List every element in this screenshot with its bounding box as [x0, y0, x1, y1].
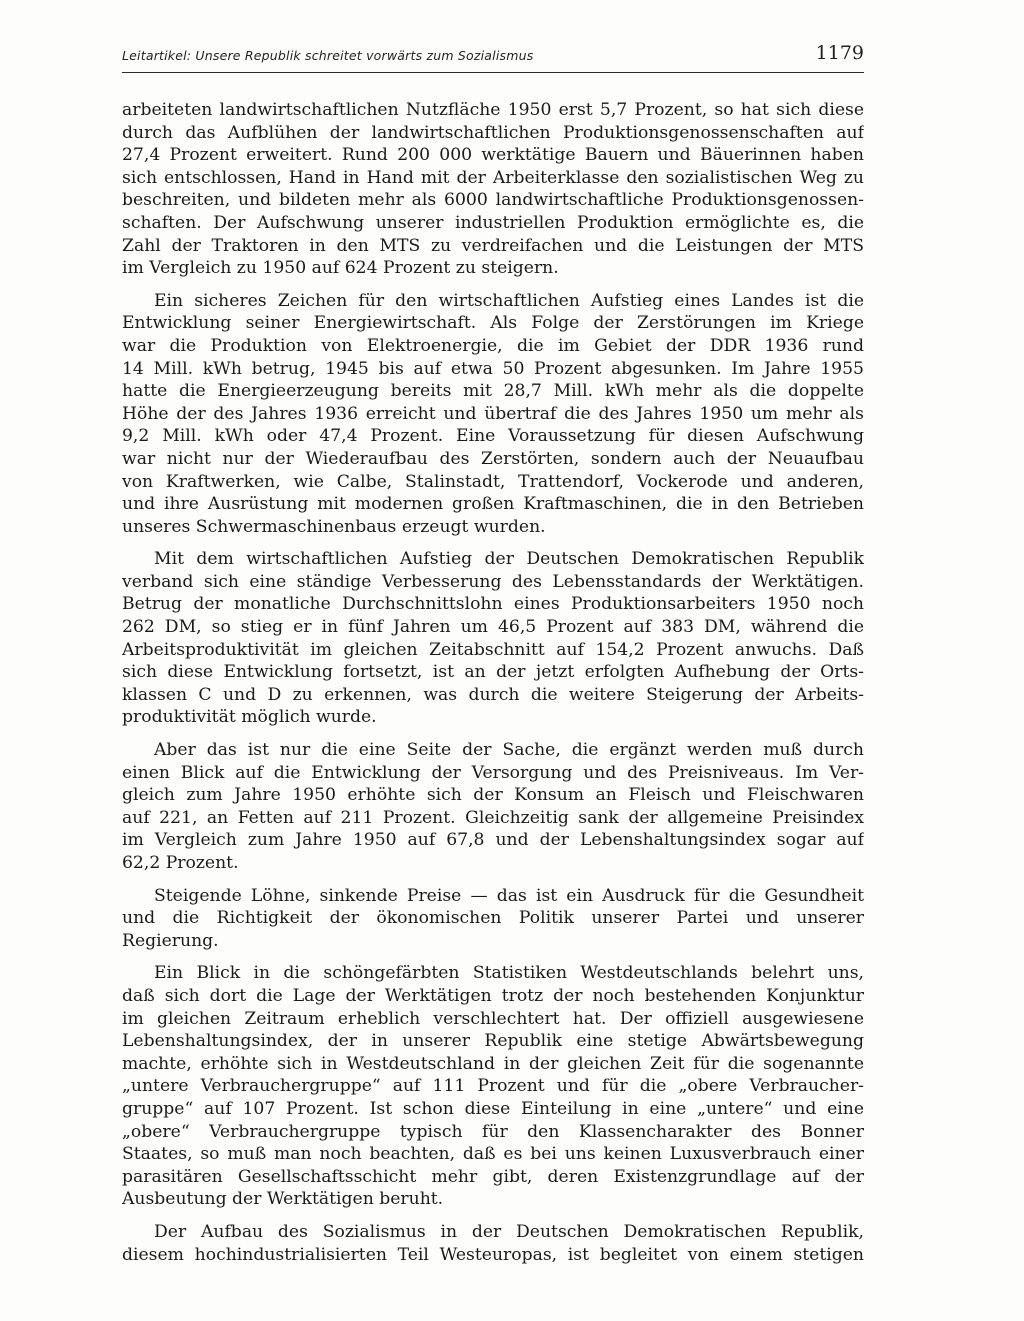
text-line: war nicht nur der Wiederaufbau des Zerstörten, sondern auch der Neuaufbau [122, 448, 864, 469]
text-line: 14 Mill. kWh betrug, 1945 bis auf etwa 50 Prozent abgesunken. Im Jahre 1955 [122, 358, 864, 379]
text-line: 9,2 Mill. kWh oder 47,4 Prozent. Eine Voraussetzung für diesen Aufschwung [122, 426, 864, 447]
text-line: Regierung. [122, 930, 219, 951]
text-line: beschreiten, und bildeten mehr als 6000 landwirtschaftliche Produktionsgenossen- [122, 190, 864, 211]
text-line: „obere“ Verbrauchergruppe typisch für den Klassencharakter des Bonner [122, 1121, 864, 1142]
text-line: von Kraftwerken, wie Calbe, Stalinstadt, Trattendorf, Vockerode und anderen, [122, 471, 864, 492]
paragraph [122, 885, 864, 953]
text-line: unseres Schwermaschinenbaus erzeugt wurden. [122, 516, 546, 537]
text-line: im Vergleich zu 1950 auf 624 Prozent zu steigern. [122, 258, 559, 279]
running-title: Leitartikel: Unsere Republik schreitet vorwärts zum Sozialismus [122, 48, 534, 63]
page-number: 1179 [815, 42, 864, 64]
text-line: arbeiteten landwirtschaftlichen Nutzfläche 1950 erst 5,7 Prozent, so hat sich diese [122, 100, 864, 120]
paragraph [122, 290, 864, 539]
text-line: im Vergleich zum Jahre 1950 auf 67,8 und der Lebenshaltungsindex sogar auf [122, 830, 864, 851]
text-line: Ein sicheres Zeichen für den wirtschaftlichen Aufstieg eines Landes ist die [154, 290, 864, 311]
text-line: 27,4 Prozent erweitert. Rund 200 000 werktätige Bauern und Bäuerinnen haben [122, 145, 864, 166]
text-line: durch das Aufblühen der landwirtschaftlichen Produktionsgenossenschaften auf [122, 122, 864, 143]
header-rule [122, 72, 864, 73]
paragraph [122, 548, 864, 729]
text-line: Betrug der monatliche Durchschnittslohn eines Produktionsarbeiters 1950 noch [122, 594, 864, 615]
text-line: Ausbeutung der Werktätigen beruht. [122, 1189, 444, 1210]
text-line: sich diese Entwicklung fortsetzt, ist an der jetzt erfolgten Aufhebung der Orts- [122, 662, 864, 683]
text-line: Aber das ist nur die eine Seite der Sache, die ergänzt werden muß durch [154, 740, 864, 761]
text-line: klassen C und D zu erkennen, was durch die weitere Steigerung der Arbeits- [122, 684, 864, 705]
text-line: war die Produktion von Elektroenergie, die im Gebiet der DDR 1936 rund [122, 335, 864, 356]
text-line: Arbeitsproduktivität im gleichen Zeitabschnitt auf 154,2 Prozent anwuchs. Daß [122, 639, 864, 660]
text-line: im gleichen Zeitraum erheblich verschlechtert hat. Der offiziell ausgewiesene [122, 1008, 864, 1029]
text-line: 262 DM, so stieg er in fünf Jahren um 46,5 Prozent auf 383 DM, während die [122, 617, 864, 638]
text-line: und die Richtigkeit der ökonomischen Politik unserer Partei und unserer [122, 908, 864, 929]
paragraph [122, 99, 864, 280]
text-line: Steigende Löhne, sinkende Preise — das ist ein Ausdruck für die Gesundheit [154, 885, 864, 906]
text-line: machte, erhöhte sich in Westdeutschland in der gleichen Zeit für die sogenannte [122, 1053, 864, 1074]
text-line: auf 221, an Fetten auf 211 Prozent. Gleichzeitig sank der allgemeine Preisindex [122, 807, 864, 828]
text-line: diesem hochindustrialisierten Teil Westeuropas, ist begleitet von einem stetigen [122, 1244, 864, 1265]
text-line: Zahl der Traktoren in den MTS zu verdreifachen und die Leistungen der MTS [122, 235, 864, 256]
text-line: Höhe der des Jahres 1936 erreicht und übertraf die des Jahres 1950 um mehr als [122, 403, 864, 424]
text-line: sich entschlossen, Hand in Hand mit der Arbeiterklasse den sozialistischen Weg zu [122, 167, 864, 188]
text-line: Ein Blick in die schöngefärbten Statistiken Westdeutschlands belehrt uns, [154, 963, 864, 984]
text-line: gleich zum Jahre 1950 erhöhte sich der Konsum an Fleisch und Fleischwaren [122, 785, 864, 806]
running-header [122, 42, 864, 72]
article-body [122, 99, 864, 1276]
text-line: parasitären Gesellschaftsschicht mehr gibt, deren Existenzgrundlage auf der [122, 1166, 864, 1187]
text-line: Staates, so muß man noch beachten, daß es bei uns keinen Luxusverbrauch einer [122, 1144, 864, 1165]
text-line: „untere Verbrauchergruppe“ auf 111 Prozent und für die „obere Verbraucher- [122, 1076, 864, 1097]
text-line: schaften. Der Aufschwung unserer industriellen Produktion ermöglichte es, die [122, 212, 864, 233]
text-line: Lebenshaltungsindex, der in unserer Republik eine stetige Abwärtsbewegung [122, 1031, 864, 1052]
text-line: Der Aufbau des Sozialismus in der Deutschen Demokratischen Republik, [154, 1221, 864, 1242]
text-line: daß sich dort die Lage der Werktätigen trotz der noch bestehenden Konjunktur [122, 985, 864, 1006]
text-line: hatte die Energieerzeugung bereits mit 28,7 Mill. kWh mehr als die doppelte [122, 381, 864, 402]
text-line: Mit dem wirtschaftlichen Aufstieg der Deutschen Demokratischen Republik [154, 549, 864, 570]
text-line: einen Blick auf die Entwicklung der Versorgung und des Preisniveaus. Im Ver- [122, 762, 864, 783]
paragraph [122, 739, 864, 875]
text-line: gruppe“ auf 107 Prozent. Ist schon diese Einteilung in eine „untere“ und eine [122, 1098, 864, 1119]
text-line: produktivität möglich wurde. [122, 707, 377, 728]
text-line: 62,2 Prozent. [122, 853, 239, 873]
text-line: Entwicklung seiner Energiewirtschaft. Als Folge der Zerstörungen im Kriege [122, 313, 864, 334]
paragraph [122, 962, 864, 1211]
text-line: und ihre Ausrüstung mit modernen großen Kraftmaschinen, die in den Betrieben [122, 494, 864, 515]
text-line: verband sich eine ständige Verbesserung des Lebensstandards der Werktätigen. [122, 571, 864, 592]
paragraph [122, 1221, 864, 1266]
